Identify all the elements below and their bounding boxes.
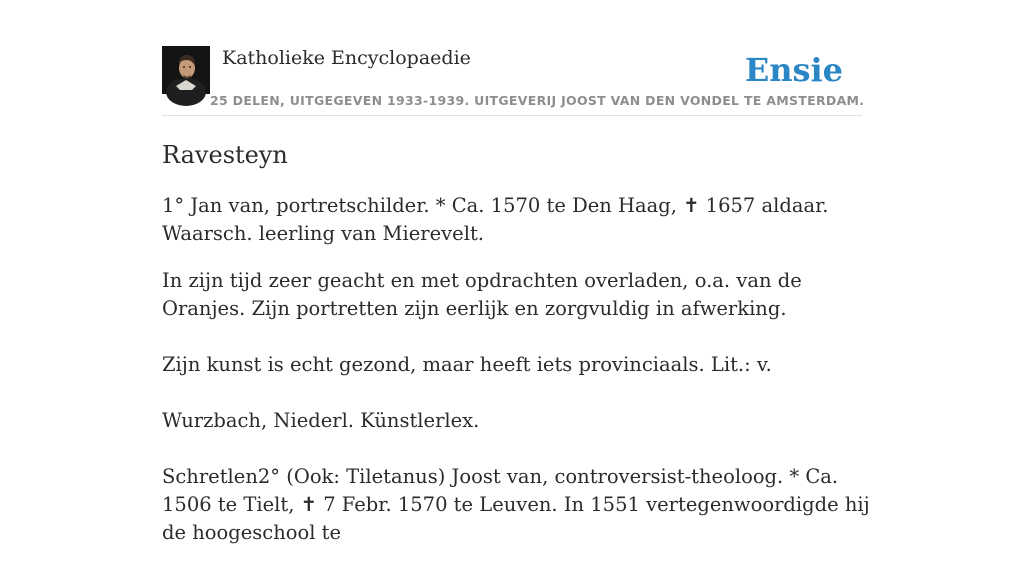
brand-logo[interactable]: Ensie bbox=[744, 51, 843, 89]
article-paragraph: Wurzbach, Niederl. Künstlerlex. bbox=[162, 409, 480, 432]
article-body bbox=[162, 192, 872, 566]
source-avatar[interactable] bbox=[162, 46, 210, 94]
article-paragraph: 1° Jan van, portretschilder. * Ca. 1570 te Den Haag, ✝ 1657 aldaar. Waarsch. leerling van Mierevelt. bbox=[162, 194, 829, 245]
header-divider bbox=[162, 115, 862, 116]
article-paragraph: In zijn tijd zeer geacht en met opdrachten overladen, o.a. van de Oranjes. Zijn portretten zijn eerlijk en zorgvuldig in afwerking. bbox=[162, 269, 802, 320]
article-title: Ravesteyn bbox=[162, 141, 288, 169]
source-title[interactable]: Katholieke Encyclopaedie bbox=[222, 47, 471, 69]
article-paragraph: Zijn kunst is echt gezond, maar heeft iets provinciaals. Lit.: v. bbox=[162, 353, 772, 376]
article-paragraph: Schretlen2° (Ook: Tiletanus) Joost van, controversist-theoloog. * Ca. 1506 te Tielt, ✝ 7 Febr. 1570 te Leuven. In 1551 vertegenwoordigde hij de hoogeschool te bbox=[162, 465, 870, 544]
source-subtitle: 25 DELEN, UITGEGEVEN 1933-1939. UITGEVERIJ JOOST VAN DEN VONDEL TE AMSTERDAM. bbox=[210, 93, 865, 108]
portrait-avatar-icon bbox=[162, 46, 210, 94]
